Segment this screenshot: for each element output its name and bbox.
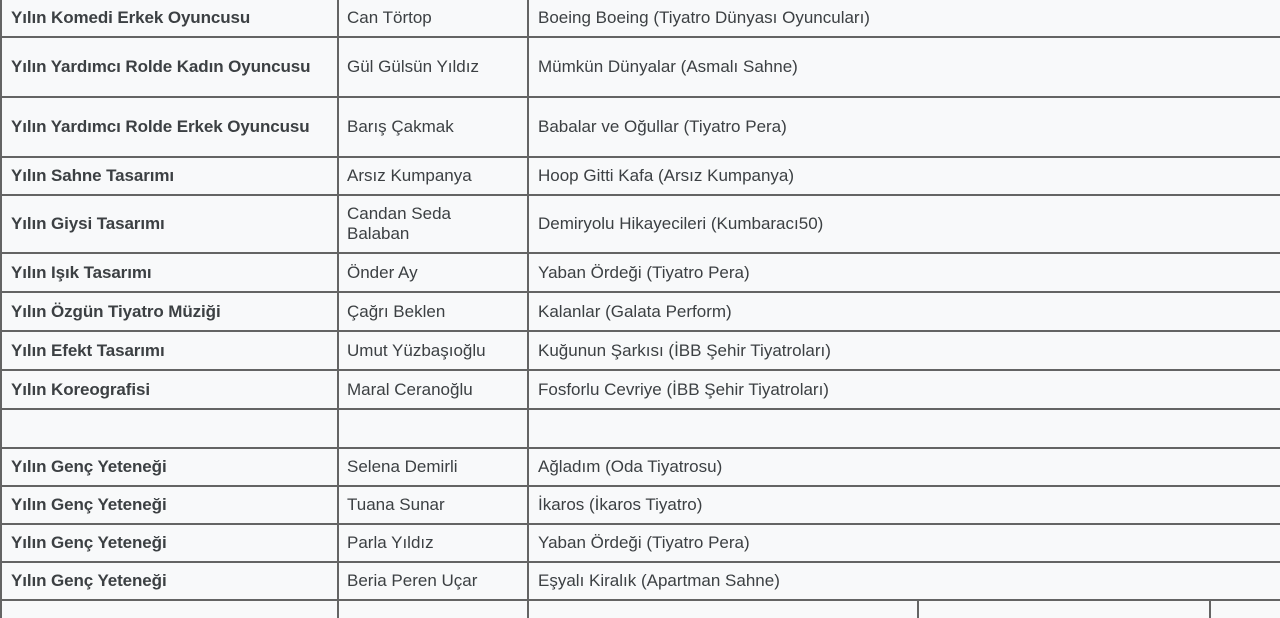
- table-row: [1, 157, 1280, 195]
- award-category-cell: Yılın Komedi Erkek Oyuncusu: [1, 0, 338, 37]
- winner-cell: [338, 409, 528, 448]
- work-cell: Mümkün Dünyalar (Asmalı Sahne): [528, 37, 1280, 97]
- work-cell: Yaban Ördeği (Tiyatro Pera): [528, 524, 1280, 562]
- work-cell: Fosforlu Cevriye (İBB Şehir Tiyatroları): [528, 370, 1280, 409]
- winner-cell: Selena Demirli: [338, 448, 528, 486]
- winner-cell: Barış Çakmak: [338, 97, 528, 157]
- winner-cell: Candan Seda Balaban: [338, 195, 528, 253]
- award-category-cell: Yılın Yardımcı Rolde Kadın Oyuncusu: [1, 37, 338, 97]
- work-cell: [528, 409, 1280, 448]
- table-row-partial: [1, 600, 1280, 618]
- work-cell: Yaban Ördeği (Tiyatro Pera): [528, 253, 1280, 292]
- work-cell: Hoop Gitti Kafa (Arsız Kumpanya): [528, 157, 1280, 195]
- winner-cell: Önder Ay: [338, 253, 528, 292]
- table-row: [1, 448, 1280, 486]
- winner-cell: Maral Ceranoğlu: [338, 370, 528, 409]
- award-category-cell: [1, 409, 338, 448]
- table-row: [1, 486, 1280, 524]
- table-row: [1, 37, 1280, 97]
- award-category-cell: Yılın Işık Tasarımı: [1, 253, 338, 292]
- award-category-cell: Yılın Genç Yeteneği: [1, 448, 338, 486]
- partial-row-cell: [528, 600, 918, 618]
- award-category-cell: Yılın Genç Yeteneği: [1, 562, 338, 600]
- award-category-cell: Yılın Koreografisi: [1, 370, 338, 409]
- award-category-cell: Yılın Genç Yeteneği: [1, 524, 338, 562]
- winner-cell: Tuana Sunar: [338, 486, 528, 524]
- work-cell: Kalanlar (Galata Perform): [528, 292, 1280, 331]
- award-category-cell: Yılın Özgün Tiyatro Müziği: [1, 292, 338, 331]
- winner-cell: Can Törtop: [338, 0, 528, 37]
- winner-cell: Çağrı Beklen: [338, 292, 528, 331]
- work-cell: İkaros (İkaros Tiyatro): [528, 486, 1280, 524]
- award-category-cell: Yılın Giysi Tasarımı: [1, 195, 338, 253]
- table-row: [1, 195, 1280, 253]
- table-row: [1, 292, 1280, 331]
- partial-row-cell: [1210, 600, 1280, 618]
- work-cell: Eşyalı Kiralık (Apartman Sahne): [528, 562, 1280, 600]
- table-row: [1, 524, 1280, 562]
- table-row: [1, 253, 1280, 292]
- table-row: [1, 0, 1280, 37]
- award-category-cell: Yılın Efekt Tasarımı: [1, 331, 338, 370]
- work-cell: Demiryolu Hikayecileri (Kumbaracı50): [528, 195, 1280, 253]
- work-cell: Babalar ve Oğullar (Tiyatro Pera): [528, 97, 1280, 157]
- awards-table-body: [1, 0, 1280, 618]
- table-row-empty: [1, 409, 1280, 448]
- award-category-cell: Yılın Sahne Tasarımı: [1, 157, 338, 195]
- award-category-cell: Yılın Genç Yeteneği: [1, 486, 338, 524]
- work-cell: Boeing Boeing (Tiyatro Dünyası Oyuncuları): [528, 0, 1280, 37]
- table-row: [1, 370, 1280, 409]
- winner-cell: Parla Yıldız: [338, 524, 528, 562]
- work-cell: Kuğunun Şarkısı (İBB Şehir Tiyatroları): [528, 331, 1280, 370]
- winner-cell: Umut Yüzbaşıoğlu: [338, 331, 528, 370]
- table-row: [1, 97, 1280, 157]
- winner-cell: Gül Gülsün Yıldız: [338, 37, 528, 97]
- table-row: [1, 562, 1280, 600]
- winner-cell: Beria Peren Uçar: [338, 562, 528, 600]
- partial-row-cell: [1, 600, 338, 618]
- table-row: [1, 331, 1280, 370]
- award-category-cell: Yılın Yardımcı Rolde Erkek Oyuncusu: [1, 97, 338, 157]
- partial-row-cell: [338, 600, 528, 618]
- winner-cell: Arsız Kumpanya: [338, 157, 528, 195]
- work-cell: Ağladım (Oda Tiyatrosu): [528, 448, 1280, 486]
- partial-row-cell: [918, 600, 1210, 618]
